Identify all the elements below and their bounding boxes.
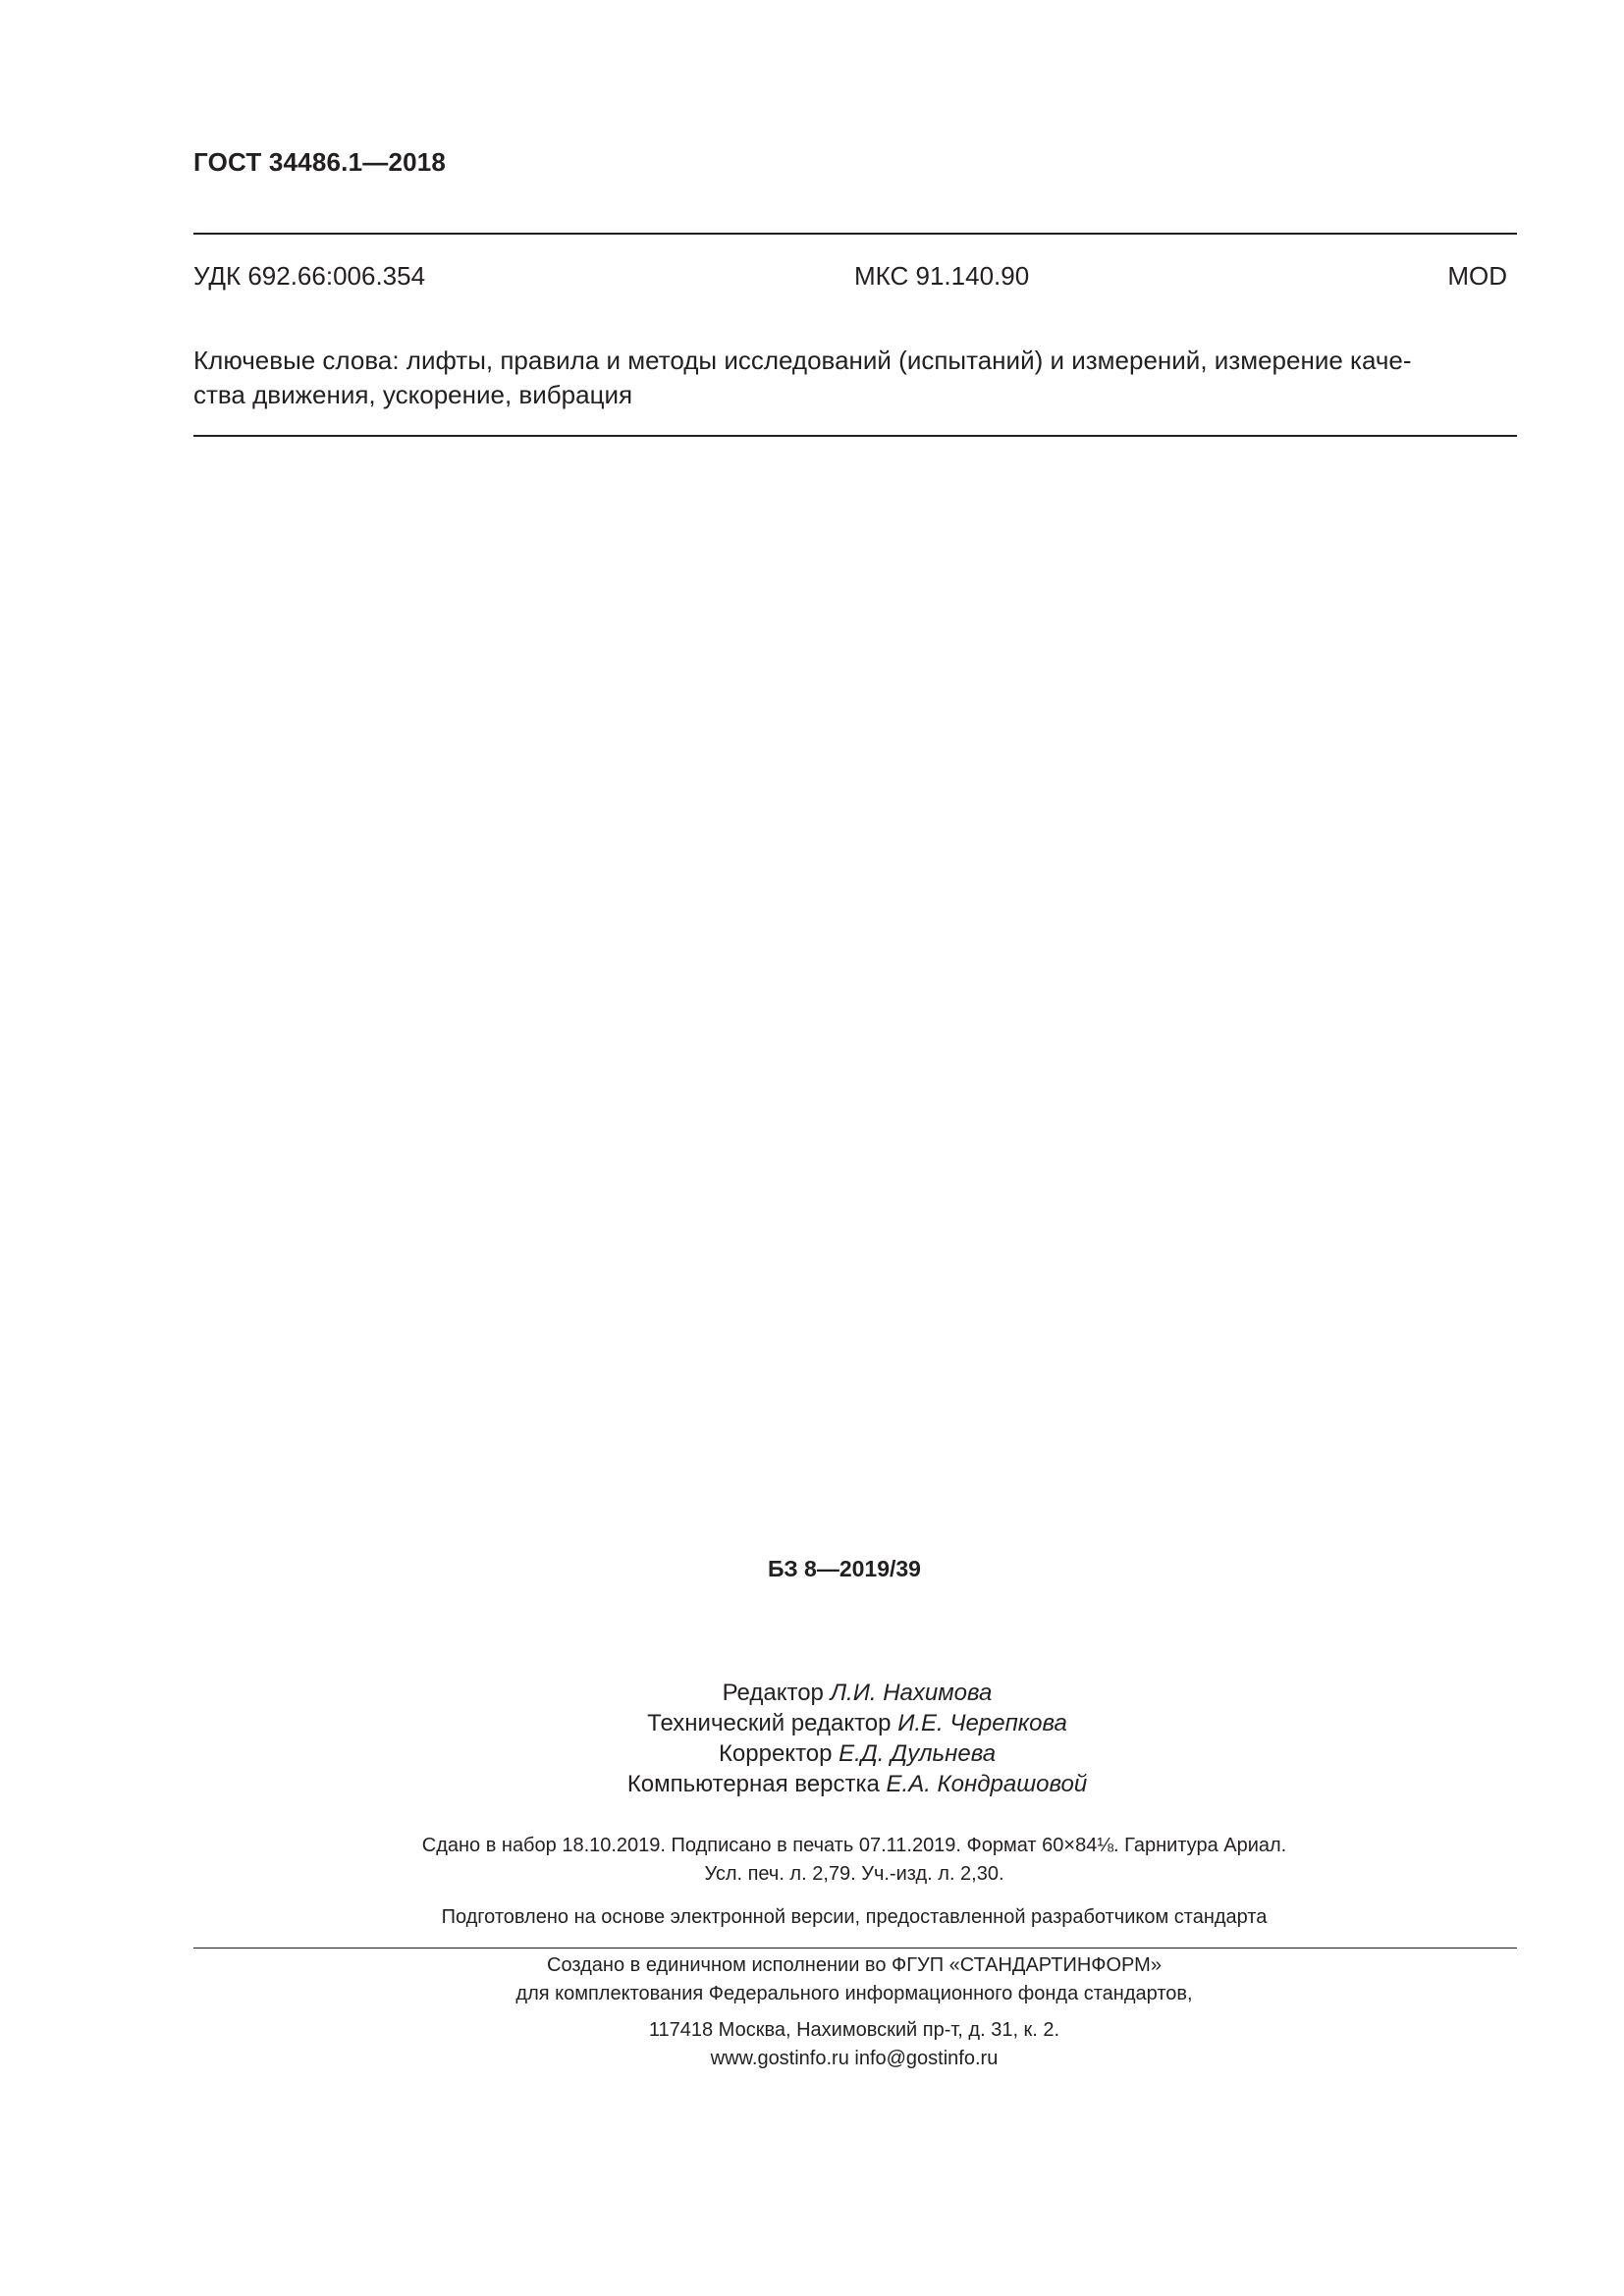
imprint-divider <box>193 1948 1517 1949</box>
print-info <box>0 1832 1624 1889</box>
publisher-address <box>0 2016 1624 2073</box>
staff-editor <box>0 1678 1624 1708</box>
staff-role: Редактор <box>722 1680 824 1706</box>
print-info-line: Сдано в набор 18.10.2019. Подписано в печать 07.11.2019. Формат 60×84⅛. Гарнитура Ариал. <box>421 1835 1287 1856</box>
keywords-line: ства движения, ускорение, вибрация <box>193 380 633 409</box>
mks-code: МКС 91.140.90 <box>854 261 1030 291</box>
staff-tech-editor <box>0 1708 1624 1738</box>
udk-code: УДК 692.66:006.354 <box>193 261 426 291</box>
staff-role: Компьютерная верстка <box>626 1771 880 1797</box>
staff-name: И.Е. Черепкова <box>897 1710 1067 1736</box>
print-info-line: Усл. печ. л. 2,79. Уч.-изд. л. 2,30. <box>704 1863 1004 1885</box>
top-divider <box>193 233 1517 235</box>
address-line: 117418 Москва, Нахимовский пр-т, д. 31, к. 2. <box>648 2019 1060 2041</box>
keywords-line: Ключевые слова: лифты, правила и методы исследований (испытаний) и измерений, измерение каче- <box>193 346 1412 375</box>
bz-number: БЗ 8—2019/39 <box>768 1556 921 1581</box>
staff-list <box>0 1678 1624 1799</box>
standard-code: ГОСТ 34486.1—2018 <box>193 147 447 177</box>
staff-name: Е.А. Кондрашовой <box>886 1771 1088 1797</box>
prepared-note: Подготовлено на основе электронной версии, предоставленной разработчиком стандарта <box>441 1906 1268 1928</box>
staff-role: Корректор <box>718 1740 833 1767</box>
created-note <box>0 1951 1624 2008</box>
keywords-block <box>193 344 1514 412</box>
web-contacts: www.gostinfo.ru info@gostinfo.ru <box>710 2048 999 2069</box>
staff-name: Е.Д. Дульнева <box>839 1740 997 1767</box>
keywords-divider <box>193 435 1517 437</box>
mod-label: MOD <box>1447 261 1507 291</box>
classification-row <box>193 261 1507 294</box>
staff-layout <box>0 1769 1624 1799</box>
staff-role: Технический редактор <box>647 1710 892 1736</box>
staff-name: Л.И. Нахимова <box>830 1680 993 1706</box>
created-line: Создано в единичном исполнении во ФГУП «СТАНДАРТИНФОРМ» <box>547 1954 1162 1976</box>
staff-proofreader <box>0 1738 1624 1769</box>
created-line: для комплектования Федерального информационного фонда стандартов, <box>515 1983 1193 2004</box>
